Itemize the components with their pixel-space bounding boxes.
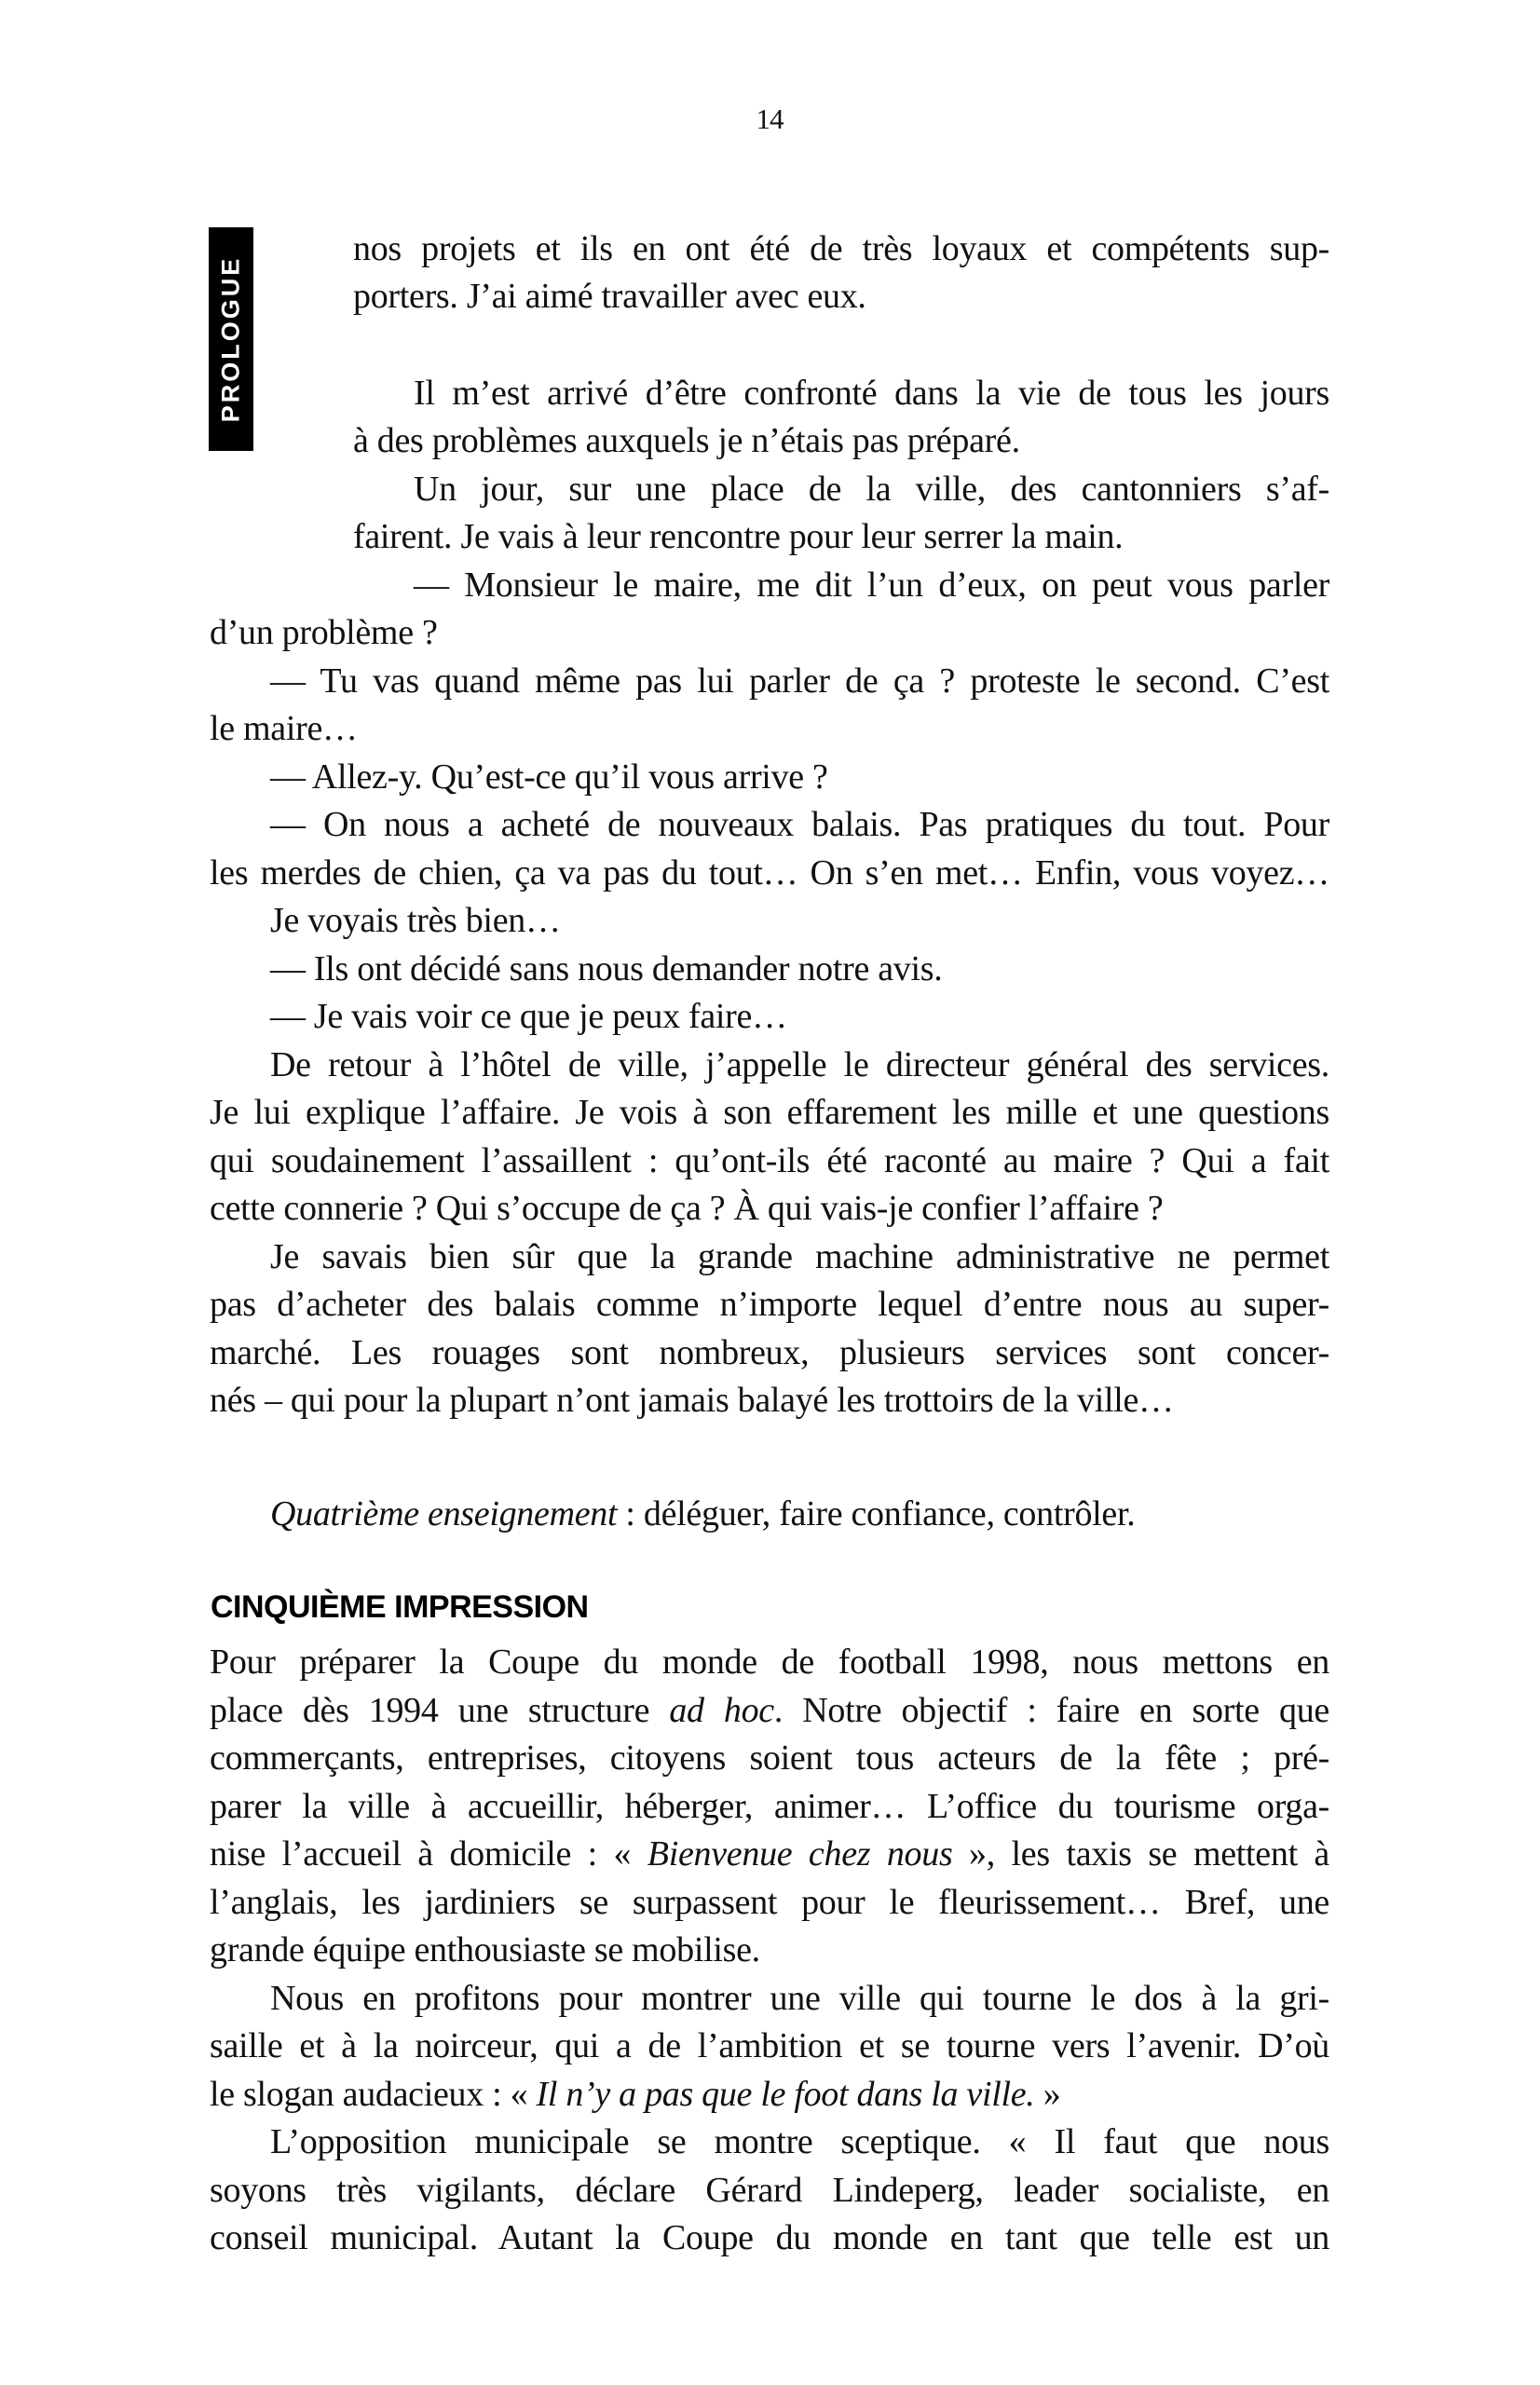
chapter-tab [209, 227, 253, 451]
italic-text: Il n’y a pas que le foot dans la ville. [536, 2075, 1035, 2114]
lesson-label: Quatrième enseignement [270, 1494, 618, 1533]
text-span: Nous en profitons pour montrer une ville qui tourne le dos à la gri- [270, 1979, 1329, 2018]
text-line: nos projets et ils en ont été de très loyaux et compétents sup- [353, 229, 1329, 268]
text-span: soyons très vigilants, déclare Gérard Lindeperg, leader socialiste, en [210, 2171, 1329, 2210]
italic-text: Bienvenue chez nous [647, 1834, 953, 1874]
text-line: — Monsieur le maire, me dit l’un d’eux, on peut vous parler [414, 566, 1329, 605]
text-span: », les taxis se mettent à [952, 1834, 1329, 1874]
text-line: Il m’est arrivé d’être confronté dans la vie de tous les jours [414, 374, 1329, 413]
text-line: — Ils ont décidé sans nous demander notre avis. [270, 949, 943, 988]
page-number: 14 [756, 102, 784, 135]
text-span: grande équipe enthousiaste se mobilise. [210, 1930, 760, 1969]
text-span: place dès 1994 une structure [210, 1691, 670, 1730]
text-line: fairent. Je vais à leur rencontre pour leur serrer la main. [353, 517, 1124, 556]
section-text-line [210, 1638, 1329, 1686]
section-text-line [210, 1734, 1329, 1782]
text-line: à des problèmes auxquels je n’étais pas préparé. [353, 421, 1020, 460]
section-text-line [270, 1974, 1329, 2023]
text-span: » [1034, 2075, 1061, 2114]
section-heading: CINQUIÈME IMPRESSION [211, 1589, 589, 1625]
text-span: nise l’accueil à domicile : « [210, 1834, 647, 1874]
text-line: le maire… [210, 709, 358, 748]
text-line: nés – qui pour la plupart n’ont jamais balayé les trottoirs de la ville… [210, 1381, 1174, 1420]
text-line: De retour à l’hôtel de ville, j’appelle le directeur général des services. [270, 1045, 1329, 1084]
lesson-separator: : [617, 1494, 644, 1533]
text-line: — Je vais voir ce que je peux faire… [270, 997, 787, 1036]
text-span: le slogan audacieux : « [210, 2075, 537, 2114]
italic-text: ad hoc [669, 1691, 774, 1730]
text-span: . Notre objectif : faire en sorte que [773, 1691, 1329, 1730]
text-line: — Allez-y. Qu’est-ce qu’il vous arrive ? [270, 757, 828, 797]
section-text-line [210, 2022, 1329, 2070]
chapter-tab-label: PROLOGUE [216, 255, 245, 423]
section-text-line [270, 2118, 1329, 2166]
text-span: commerçants, entreprises, citoyens soient tous acteurs de la fête ; pré- [210, 1738, 1329, 1778]
text-line: porters. J’ai aimé travailler avec eux. [353, 277, 866, 316]
text-span: conseil municipal. Autant la Coupe du monde en tant que telle est un [210, 2218, 1329, 2257]
text-line: Un jour, sur une place de la ville, des cantonniers s’af- [414, 470, 1329, 509]
section-text-line [210, 2070, 1329, 2119]
text-line: qui soudainement l’assaillent : qu’ont-ils été raconté au maire ? Qui a fait [210, 1141, 1329, 1180]
section-text-line [210, 1686, 1329, 1735]
text-span: L’opposition municipale se montre sceptique. « Il faut que nous [270, 2122, 1329, 2161]
text-span: Pour préparer la Coupe du monde de football 1998, nous mettons en [210, 1642, 1329, 1682]
text-line: Je lui explique l’affaire. Je vois à son effarement les mille et une questions [210, 1093, 1329, 1132]
section-text-line [210, 2214, 1329, 2262]
text-line: Je voyais très bien… [270, 901, 561, 940]
lesson-text: déléguer, faire confiance, contrôler. [643, 1494, 1136, 1533]
text-line: — On nous a acheté de nouveaux balais. Pas pratiques du tout. Pour [270, 805, 1329, 844]
text-line: pas d’acheter des balais comme n’importe lequel d’entre nous au super- [210, 1285, 1329, 1324]
text-span: saille et à la noirceur, qui a de l’ambition et se tourne vers l’avenir. D’où [210, 2026, 1329, 2065]
section-text-line [210, 1830, 1329, 1878]
text-line: les merdes de chien, ça va pas du tout… On s’en met… Enfin, vous voyez… [210, 853, 1329, 893]
section-text-line [210, 1878, 1329, 1927]
text-line: — Tu vas quand même pas lui parler de ça ? proteste le second. C’est [270, 661, 1329, 701]
text-span: parer la ville à accueillir, héberger, animer… L’office du tourisme orga- [210, 1787, 1329, 1826]
lesson-line [270, 1490, 1329, 1538]
text-line: cette connerie ? Qui s’occupe de ça ? À qui vais-je confier l’affaire ? [210, 1189, 1164, 1228]
section-text-line [210, 1782, 1329, 1831]
text-line: d’un problème ? [210, 613, 438, 652]
text-line: marché. Les rouages sont nombreux, plusieurs services sont concer- [210, 1333, 1329, 1372]
text-line: Je savais bien sûr que la grande machine administrative ne permet [270, 1237, 1329, 1276]
text-span: l’anglais, les jardiniers se surpassent pour le fleurissement… Bref, une [210, 1883, 1329, 1922]
section-text-line [210, 1926, 1329, 1974]
section-text-line [210, 2166, 1329, 2215]
